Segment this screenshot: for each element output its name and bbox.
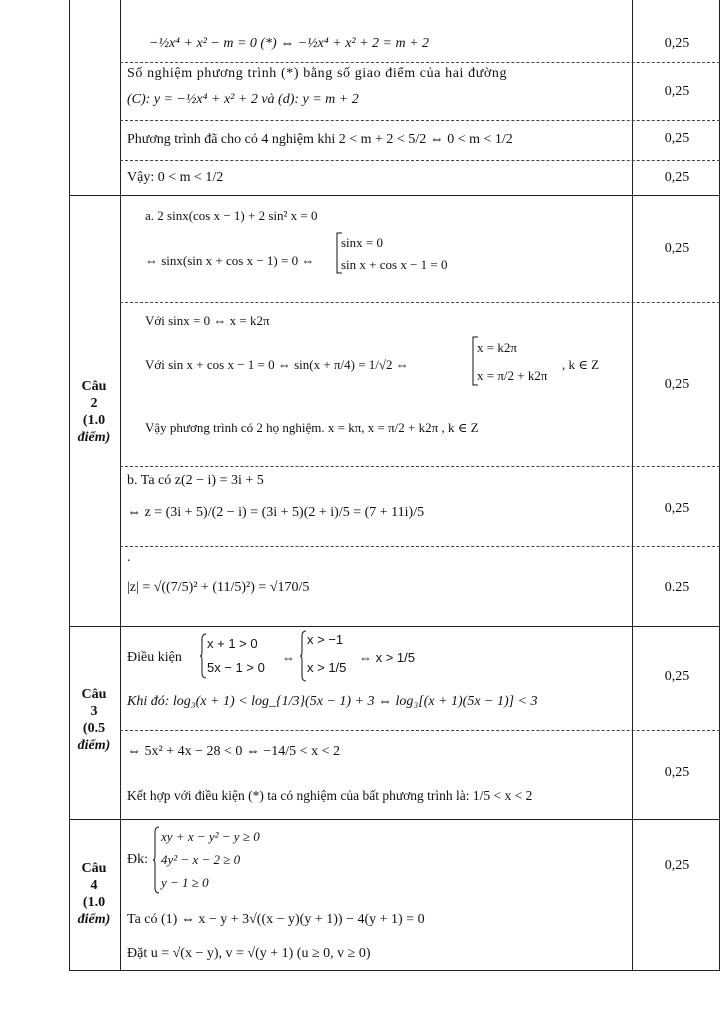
question-label-cau-3 bbox=[69, 686, 119, 754]
label-line: (1.0 bbox=[82, 895, 106, 910]
row-divider bbox=[120, 546, 720, 547]
part-a-equation: a. 2 sinx(cos x − 1) + 2 sin² x = 0 bbox=[145, 208, 318, 223]
label-line: điểm) bbox=[77, 738, 111, 753]
condition-result-2: x > 1/5 bbox=[307, 660, 347, 675]
section-divider bbox=[69, 819, 720, 820]
label-line: Câu bbox=[81, 687, 107, 702]
equation-row-1: −½x⁴ + x² − m = 0 (*) ⇔ −½x⁴ + x² + 2 = m + 2 bbox=[149, 36, 430, 51]
question-label-cau-4 bbox=[69, 860, 119, 928]
final-solution: Kết hợp với điều kiện (*) ta có nghiệm của bất phương trình là: 1/5 < x < 2 bbox=[127, 788, 533, 803]
system-brace-icon bbox=[152, 826, 160, 894]
conclusion-line: Vậy phương trình có 2 họ nghiệm. x = kπ, x = π/2 + k2π , k ∈ Z bbox=[145, 420, 479, 435]
part-a-case-1: sinx = 0 bbox=[341, 235, 384, 250]
condition-label: Điều kiện bbox=[127, 650, 182, 665]
section-divider bbox=[69, 626, 720, 627]
score-cell: 0,25 bbox=[664, 669, 690, 684]
solution-family-2: x = π/2 + k2π bbox=[477, 368, 548, 383]
label-line: (1.0 bbox=[82, 413, 106, 428]
substitution: Đặt u = √(x − y), v = √(y + 1) (u ≥ 0, v ≥ 0) bbox=[127, 946, 371, 961]
text-row-3: Phương trình đã cho có 4 nghiệm khi 2 < m + 2 < 5/2 ⇔ 0 < m < 1/2 bbox=[127, 132, 513, 147]
domain-condition-1: xy + x − y² − y ≥ 0 bbox=[161, 829, 260, 844]
case-sum-equation: Với sin x + cos x − 1 = 0 ⇔ sin(x + π/4) = 1/√2 ⇔ bbox=[145, 357, 409, 372]
row-divider bbox=[120, 466, 720, 467]
label-line: điểm) bbox=[77, 912, 111, 927]
column-divider-label bbox=[120, 0, 121, 971]
label-line: điểm) bbox=[77, 430, 111, 445]
label-line: (0.5 bbox=[82, 721, 106, 736]
part-a-case-2: sin x + cos x − 1 = 0 bbox=[341, 257, 448, 272]
domain-label: Đk: bbox=[127, 852, 148, 867]
system-brace-icon bbox=[199, 633, 207, 679]
condition-1: x + 1 > 0 bbox=[207, 636, 258, 651]
log-inequality: Khi đó: log₃(x + 1) < log_{1/3}(5x − 1) + 3 ⇔ log₃[(x + 1)(5x − 1)] < 3 bbox=[127, 694, 538, 709]
row-divider bbox=[120, 302, 720, 303]
equivalence-arrow: ⇔ bbox=[282, 650, 295, 665]
text-row-2-line-2: (C): y = −½x⁴ + x² + 2 và (d): y = m + 2 bbox=[127, 92, 359, 107]
row-divider bbox=[120, 730, 720, 731]
row-divider bbox=[120, 120, 720, 121]
condition-2: 5x − 1 > 0 bbox=[207, 660, 265, 675]
modulus-z: |z| = √((7/5)² + (11/5)²) = √170/5 bbox=[127, 580, 310, 595]
score-cell: 0,25 bbox=[664, 170, 690, 185]
score-cell: 0,25 bbox=[664, 765, 690, 780]
domain-condition-3: y − 1 ≥ 0 bbox=[161, 875, 209, 890]
integer-condition: , k ∈ Z bbox=[562, 357, 600, 372]
label-line: 2 bbox=[90, 396, 98, 411]
score-cell: 0,25 bbox=[664, 241, 690, 256]
section-divider bbox=[69, 195, 720, 196]
column-divider-score bbox=[632, 0, 633, 971]
score-cell: 0,25 bbox=[664, 501, 690, 516]
part-b-given: b. Ta có z(2 − i) = 3i + 5 bbox=[127, 473, 264, 488]
system-brace-icon bbox=[299, 630, 307, 682]
part-a-factor: ⇔ sinx(sin x + cos x − 1) = 0 ⇔ bbox=[145, 253, 315, 268]
table-border-bottom bbox=[69, 970, 720, 971]
score-cell: 0,25 bbox=[664, 84, 690, 99]
text-row-2-line-1: Số nghiệm phương trình (*) bằng số giao điểm của hai đường bbox=[127, 66, 508, 81]
domain-condition-2: 4y² − x − 2 ≥ 0 bbox=[161, 852, 241, 867]
part-b-solve-z: ⇔ z = (3i + 5)/(2 − i) = (3i + 5)(2 + i)/5 = (7 + 11i)/5 bbox=[127, 505, 425, 520]
condition-final: ⇔ x > 1/5 bbox=[359, 650, 415, 665]
score-cell: 0,25 bbox=[664, 131, 690, 146]
text-row-4: Vậy: 0 < m < 1/2 bbox=[127, 170, 224, 185]
score-cell: 0.25 bbox=[664, 580, 690, 595]
table-border-left bbox=[69, 0, 70, 971]
solution-family-1: x = k2π bbox=[477, 340, 517, 355]
row-divider bbox=[120, 160, 720, 161]
answer-key-table bbox=[69, 0, 720, 971]
label-line: Câu bbox=[81, 379, 107, 394]
case-sinx-zero: Với sinx = 0 ⇔ x = k2π bbox=[145, 313, 270, 328]
score-cell: 0,25 bbox=[664, 377, 690, 392]
label-line: Câu bbox=[81, 861, 107, 876]
score-cell: 0,25 bbox=[664, 858, 690, 873]
score-cell: 0,25 bbox=[664, 36, 690, 51]
dot-mark: . bbox=[127, 550, 131, 565]
transform-equation: Ta có (1) ⇔ x − y + 3√((x − y)(y + 1)) − 4(y + 1) = 0 bbox=[127, 912, 425, 927]
row-divider bbox=[120, 62, 720, 63]
condition-result-1: x > −1 bbox=[307, 632, 344, 647]
label-line: 3 bbox=[90, 704, 98, 719]
quadratic-inequality: ⇔ 5x² + 4x − 28 < 0 ⇔ −14/5 < x < 2 bbox=[127, 744, 340, 759]
question-label-cau-2 bbox=[69, 378, 119, 446]
label-line: 4 bbox=[90, 878, 98, 893]
